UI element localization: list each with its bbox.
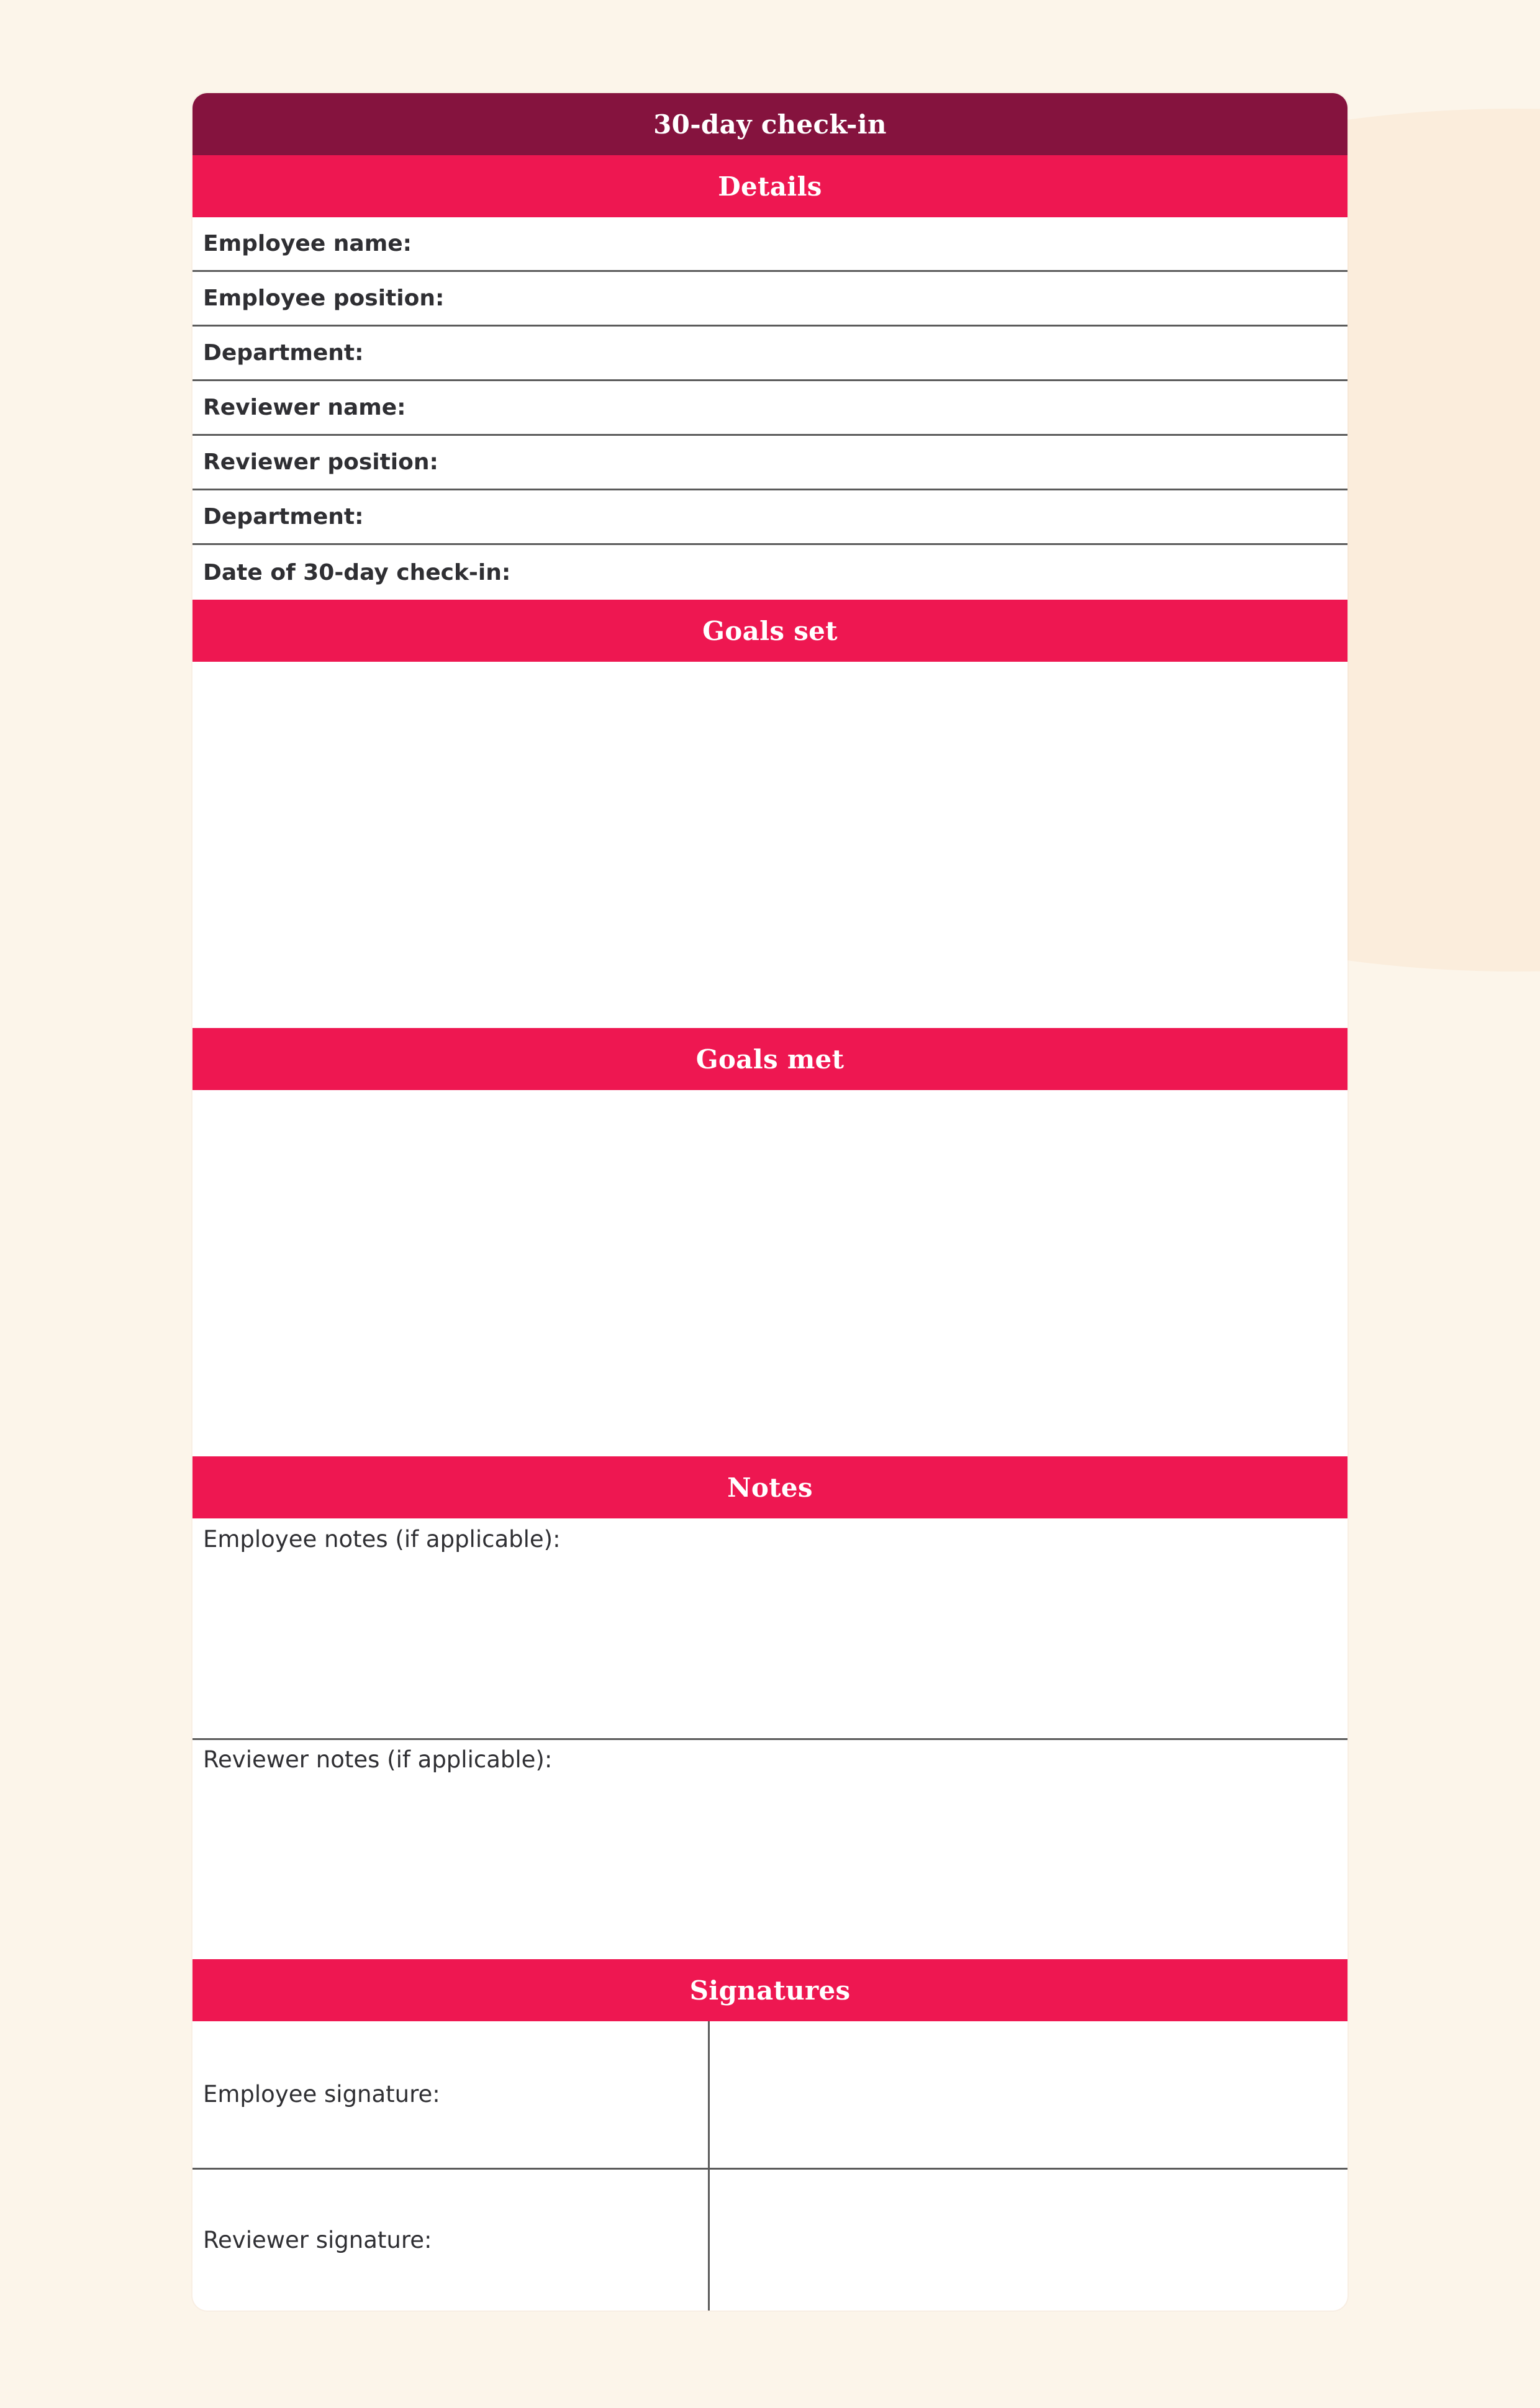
- employee-signature-field[interactable]: [710, 2021, 1348, 2168]
- employee-notes-label: Employee notes (if applicable):: [203, 1526, 561, 1553]
- goals-met-area[interactable]: [192, 1090, 1348, 1456]
- section-header-notes: Notes: [192, 1456, 1348, 1518]
- section-header-goals-set: Goals set: [192, 600, 1348, 662]
- section-header-details: Details: [192, 155, 1348, 217]
- field-label: Employee position:: [203, 286, 445, 311]
- field-employee-department[interactable]: [192, 327, 1348, 381]
- reviewer-signature-field[interactable]: [710, 2170, 1348, 2311]
- field-label: Reviewer position:: [203, 449, 438, 475]
- field-reviewer-position[interactable]: [192, 436, 1348, 490]
- reviewer-notes-label: Reviewer notes (if applicable):: [203, 1746, 553, 1773]
- check-in-form: [192, 93, 1348, 2311]
- employee-notes-area[interactable]: [192, 1518, 1348, 1738]
- field-label: Date of 30-day check-in:: [203, 559, 511, 585]
- reviewer-notes-area[interactable]: [192, 1740, 1348, 1959]
- field-label: Department:: [203, 504, 364, 530]
- field-label: Employee name:: [203, 231, 412, 256]
- field-reviewer-name[interactable]: [192, 381, 1348, 436]
- reviewer-signature-label: Reviewer signature:: [203, 2227, 432, 2253]
- field-check-in-date[interactable]: [192, 545, 1348, 600]
- section-header-signatures: Signatures: [192, 1959, 1348, 2021]
- goals-set-area[interactable]: [192, 662, 1348, 1028]
- field-employee-name[interactable]: [192, 217, 1348, 272]
- employee-signature-label: Employee signature:: [203, 2081, 440, 2108]
- signature-column-divider: [708, 2021, 710, 2311]
- field-label: Reviewer name:: [203, 395, 406, 420]
- form-title: 30-day check-in: [192, 93, 1348, 155]
- section-header-goals-met: Goals met: [192, 1028, 1348, 1090]
- field-employee-position[interactable]: [192, 272, 1348, 327]
- field-label: Department:: [203, 340, 364, 366]
- field-reviewer-department[interactable]: [192, 490, 1348, 545]
